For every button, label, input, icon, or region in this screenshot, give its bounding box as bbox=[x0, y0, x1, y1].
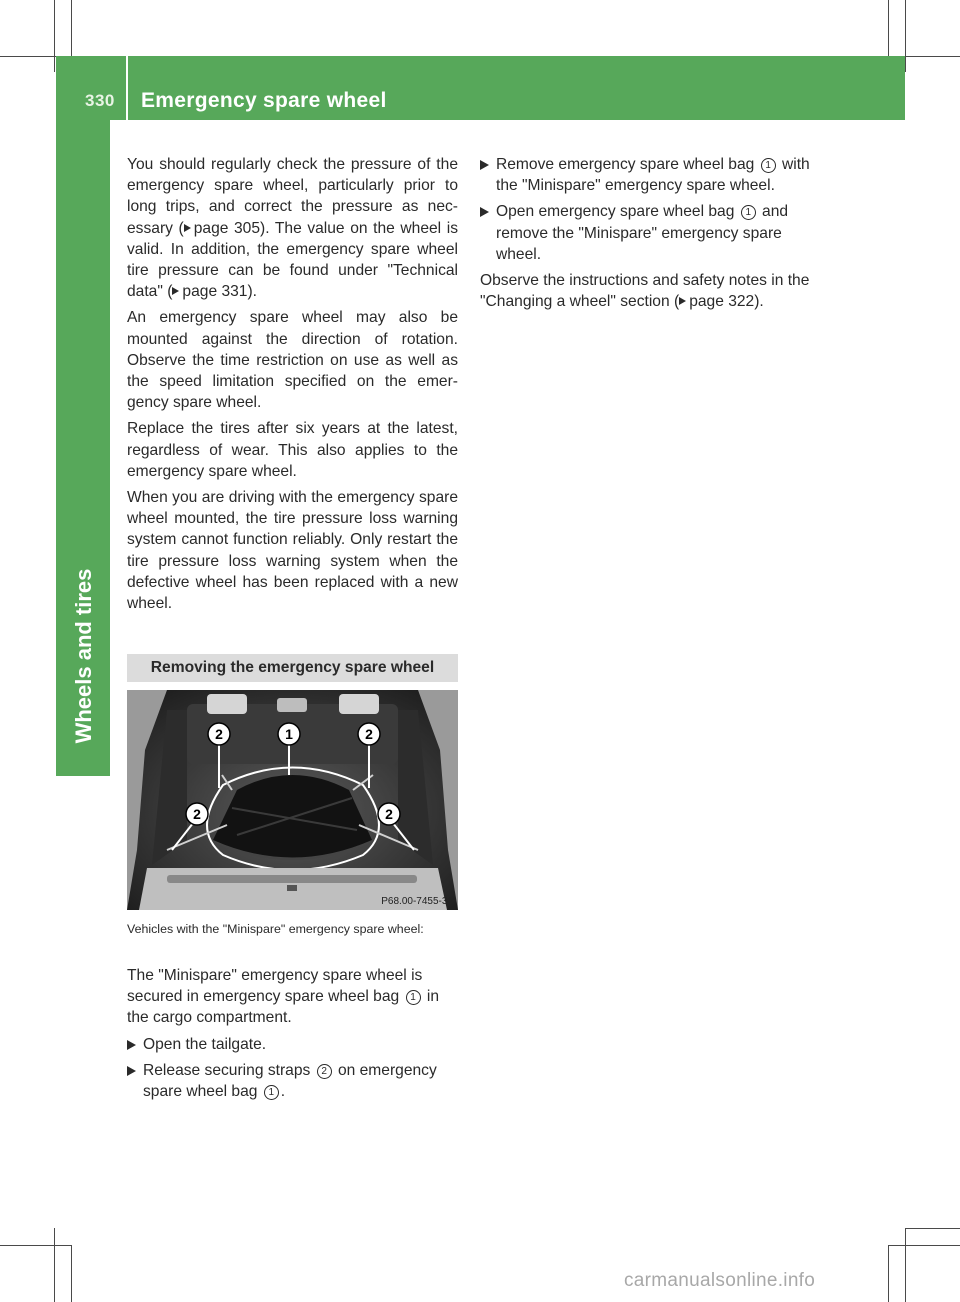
step-item: Open emergency spare wheel bag 1 and remove the "Minispare" emergency spare wheel. bbox=[480, 201, 814, 265]
crop-mark bbox=[71, 0, 72, 56]
paragraph: Observe the instructions and safety notes in the "Changing a wheel" section ( page 322). bbox=[480, 272, 810, 311]
page-title: Emergency spare wheel bbox=[141, 89, 387, 112]
page-link[interactable]: page 305 bbox=[193, 219, 261, 237]
callout-2 bbox=[378, 803, 400, 825]
svg-text:2: 2 bbox=[193, 806, 201, 822]
section-heading: Removing the emergency spare wheel bbox=[127, 654, 458, 682]
crop-mark bbox=[905, 0, 906, 72]
page-link[interactable]: page 331 bbox=[182, 283, 248, 301]
step-item: Open the tailgate. bbox=[127, 1034, 458, 1055]
figure-caption: Vehicles with the "Minispare" emergency spare wheel: bbox=[127, 922, 424, 936]
svg-text:2: 2 bbox=[365, 726, 373, 742]
paragraph: When you are driving with the emergency spare wheel mounted, the tire pressure loss warning system cannot function reliably. Only restart the tire pressure loss warning system when the defective wheel has been replaced with a new wheel. bbox=[127, 489, 458, 613]
crop-mark bbox=[905, 1228, 906, 1302]
paragraph: The "Minispare" emergency spare wheel is secured in emergency spare wheel bag 1 in the cargo compartment. bbox=[127, 967, 439, 1027]
crop-mark bbox=[905, 1228, 960, 1229]
crop-mark bbox=[54, 0, 55, 72]
callout-2 bbox=[186, 803, 208, 825]
step-arrow-icon bbox=[480, 160, 489, 170]
paragraph: You should regularly check the pressure of the emergency spare wheel, particularly prior to long trips, and correct the pressure as nec- essary ( page 305). The value on the wheel is valid. In addition, the emergency spare wheel tire pressure can be found under "Technical data" ( page 331). bbox=[127, 156, 458, 301]
svg-text:2: 2 bbox=[385, 806, 393, 822]
watermark: carmanualsonline.info bbox=[624, 1270, 816, 1291]
callout-2 bbox=[208, 723, 230, 745]
svg-text:2: 2 bbox=[215, 726, 223, 742]
step-arrow-icon bbox=[127, 1040, 136, 1050]
chapter-tab-label: Wheels and tires bbox=[71, 568, 96, 744]
callout-2 bbox=[358, 723, 380, 745]
ref-number-1: 1 bbox=[761, 158, 776, 173]
crop-mark bbox=[888, 1245, 960, 1246]
crop-mark bbox=[54, 1228, 55, 1302]
page-ref-icon bbox=[172, 287, 179, 295]
step-arrow-icon bbox=[127, 1066, 136, 1076]
step-item: Release securing straps 2 on emergency spare wheel bag 1 . bbox=[127, 1060, 458, 1102]
crop-mark bbox=[888, 0, 889, 56]
figure-code: P68.00-7455-31 bbox=[381, 896, 453, 907]
ref-number-1: 1 bbox=[741, 205, 756, 220]
instructions-left bbox=[127, 965, 458, 1107]
callout-1 bbox=[278, 723, 300, 745]
ref-number-2: 2 bbox=[317, 1064, 332, 1079]
crop-mark bbox=[71, 1245, 72, 1302]
page-link[interactable]: page 322 bbox=[689, 293, 755, 311]
left-column bbox=[127, 154, 458, 619]
step-item: Remove emergency spare wheel bag 1 with the "Minispare" emergency spare wheel. bbox=[480, 154, 814, 196]
page-ref-icon bbox=[679, 297, 686, 305]
crop-mark bbox=[0, 1245, 72, 1246]
crop-mark bbox=[888, 1245, 889, 1302]
paragraph: An emergency spare wheel may also be mounted against the direction of rotation. Observe the time restriction on use as well as the speed limitation specified on the emer- gency spare wheel. bbox=[127, 309, 458, 412]
page-ref-icon bbox=[184, 224, 191, 232]
header-divider bbox=[126, 56, 128, 120]
right-column bbox=[480, 154, 814, 317]
page-number: 330 bbox=[85, 91, 115, 110]
step-arrow-icon bbox=[480, 207, 489, 217]
paragraph: Replace the tires after six years at the latest, regardless of wear. This also applies to the emergency spare wheel. bbox=[127, 420, 458, 480]
ref-number-1: 1 bbox=[264, 1085, 279, 1100]
svg-text:1: 1 bbox=[285, 726, 293, 742]
ref-number-1: 1 bbox=[406, 990, 421, 1005]
cargo-compartment-photo bbox=[127, 690, 458, 910]
